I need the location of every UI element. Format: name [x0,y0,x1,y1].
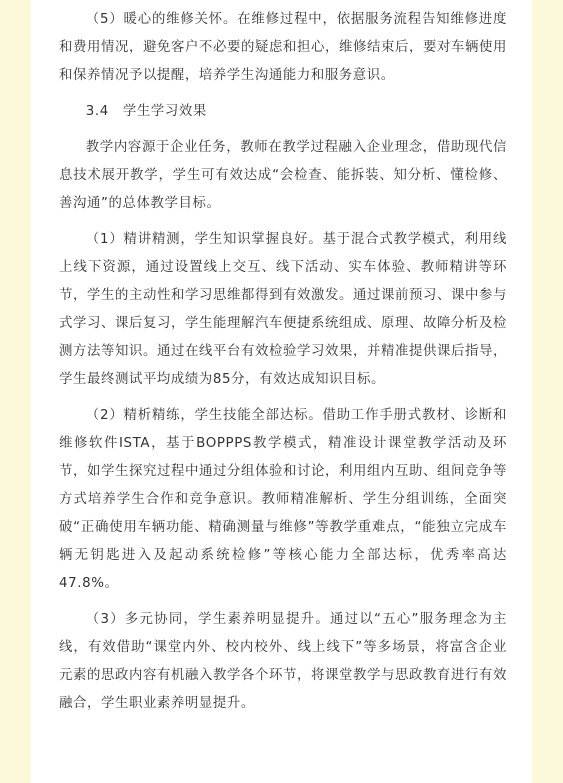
paragraph-care: （5）暖心的维修关怀。在维修过程中，依据服务流程告知维修进度和费用情况，避免客户不必要的疑虑和担心，维修结束后，要对车辆使用和保养情况予以提醒，培养学生沟通能力和服务意识。 [59,12,507,83]
paragraph-skills: （2）精析精练，学生技能全部达标。借助工作手册式教材、诊断和维修软件ISTA，基于BOPPPS教学模式，精准设计课堂教学活动及环节，如学生探究过程中通过分组体验和讨论，利用组内互助、组间竞争等方式培养学生合作和竞争意识。教师精准解析、学生分组训练，全面突破“正确使用车辆功能、精确测量与维修”等教学重难点，“能独立完成车辆无钥匙进入及起动系统检修”等核心能力全部达标，优秀率高达47.8%。 [59,408,507,591]
paragraph-literacy: （3）多元协同，学生素养明显提升。通过以“五心”服务理念为主线，有效借助“课堂内外、校内校外、线上线下”等多场景，将富含企业元素的思政内容有机融入教学各个环节，将课堂教学与思政教育进行有效融合，学生职业素养明显提升。 [59,612,507,711]
paragraph-intro: 教学内容源于企业任务，教师在教学过程融入企业理念，借助现代信息技术展开教学，学生可有效达成“会检查、能拆装、知分析、懂检修、善沟通”的总体教学目标。 [59,140,507,211]
page-sheet [31,0,532,783]
paragraph-knowledge: （1）精讲精测，学生知识掌握良好。基于混合式教学模式，利用线上线下资源，通过设置线上交互、线下活动、实车体验、教师精讲等环节，学生的主动性和学习思维都得到有效激发。通过课前预习、课中参与式学习、课后复习，学生能理解汽车便捷系统组成、原理、故障分析及检测方法等知识。通过在线平台有效检验学习效果，并精准提供课后指导，学生最终测试平均成绩为85分，有效达成知识目标。 [59,232,507,387]
section-heading: 3.4 学生学习效果 [85,104,207,119]
document-body [59,6,507,726]
